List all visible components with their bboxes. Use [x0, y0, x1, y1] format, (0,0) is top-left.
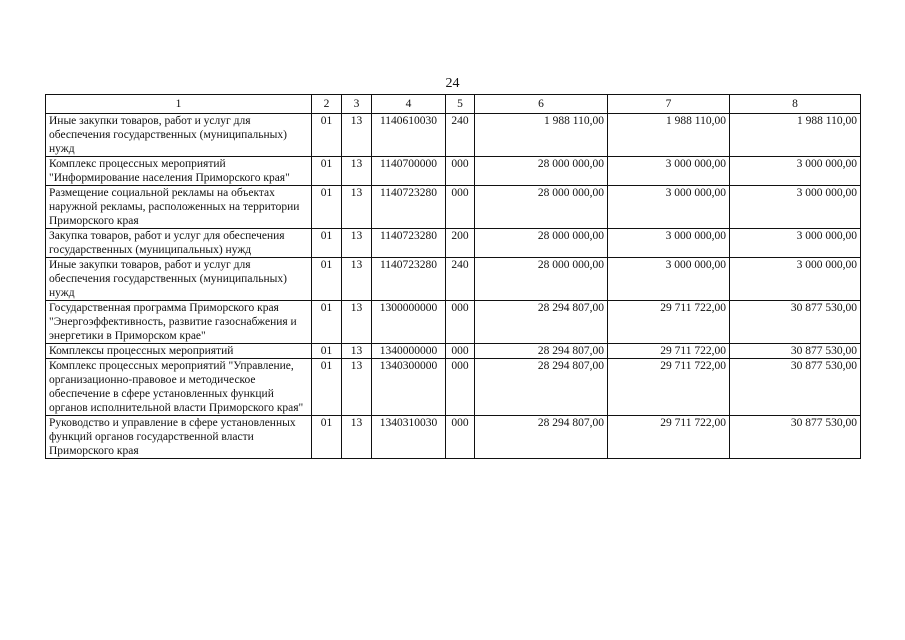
expense-name: Иные закупки товаров, работ и услуг для обеспечения государственных (муниципальных) нужд — [46, 114, 312, 157]
expense-type-code: 000 — [446, 416, 475, 459]
target-article-code: 1340300000 — [372, 359, 446, 416]
expense-name: Размещение социальной рекламы на объектах наружной рекламы, расположенных на территории Приморского края — [46, 186, 312, 229]
section-code: 01 — [312, 258, 342, 301]
amount-col-6: 28 000 000,00 — [475, 157, 608, 186]
table-row — [46, 186, 861, 229]
amount-col-8: 1 988 110,00 — [730, 114, 861, 157]
expense-type-code: 000 — [446, 359, 475, 416]
amount-col-6: 28 294 807,00 — [475, 359, 608, 416]
budget-table — [45, 94, 861, 459]
target-article-code: 1340000000 — [372, 344, 446, 359]
target-article-code: 1140610030 — [372, 114, 446, 157]
header-col-7: 7 — [608, 95, 730, 114]
amount-col-6: 1 988 110,00 — [475, 114, 608, 157]
table-header-row — [46, 95, 861, 114]
amount-col-7: 3 000 000,00 — [608, 229, 730, 258]
section-code: 01 — [312, 157, 342, 186]
header-col-3: 3 — [342, 95, 372, 114]
expense-name: Руководство и управление в сфере установленных функций органов государственной власти Приморского края — [46, 416, 312, 459]
subsection-code: 13 — [342, 157, 372, 186]
amount-col-6: 28 294 807,00 — [475, 344, 608, 359]
expense-type-code: 000 — [446, 344, 475, 359]
amount-col-8: 30 877 530,00 — [730, 344, 861, 359]
amount-col-6: 28 000 000,00 — [475, 186, 608, 229]
subsection-code: 13 — [342, 114, 372, 157]
subsection-code: 13 — [342, 229, 372, 258]
amount-col-7: 29 711 722,00 — [608, 301, 730, 344]
amount-col-6: 28 000 000,00 — [475, 229, 608, 258]
expense-type-code: 000 — [446, 301, 475, 344]
amount-col-8: 3 000 000,00 — [730, 229, 861, 258]
header-col-1: 1 — [46, 95, 312, 114]
section-code: 01 — [312, 344, 342, 359]
expense-type-code: 000 — [446, 157, 475, 186]
amount-col-8: 3 000 000,00 — [730, 258, 861, 301]
target-article-code: 1300000000 — [372, 301, 446, 344]
header-col-6: 6 — [475, 95, 608, 114]
header-col-2: 2 — [312, 95, 342, 114]
table-row — [46, 301, 861, 344]
subsection-code: 13 — [342, 301, 372, 344]
amount-col-7: 1 988 110,00 — [608, 114, 730, 157]
expense-name: Государственная программа Приморского края "Энергоэффективность, развитие газоснабжения и энергетики в Приморском крае" — [46, 301, 312, 344]
amount-col-6: 28 294 807,00 — [475, 301, 608, 344]
header-col-8: 8 — [730, 95, 861, 114]
section-code: 01 — [312, 114, 342, 157]
subsection-code: 13 — [342, 359, 372, 416]
expense-name: Комплекс процессных мероприятий "Управление, организационно-правовое и методическое обеспечение в сфере установленных функций органов исполнительной власти Приморского края" — [46, 359, 312, 416]
target-article-code: 1340310030 — [372, 416, 446, 459]
amount-col-6: 28 294 807,00 — [475, 416, 608, 459]
amount-col-7: 29 711 722,00 — [608, 416, 730, 459]
expense-name: Комплексы процессных мероприятий — [46, 344, 312, 359]
table-row — [46, 258, 861, 301]
amount-col-6: 28 000 000,00 — [475, 258, 608, 301]
table-row — [46, 359, 861, 416]
section-code: 01 — [312, 186, 342, 229]
amount-col-8: 30 877 530,00 — [730, 301, 861, 344]
subsection-code: 13 — [342, 186, 372, 229]
header-col-5: 5 — [446, 95, 475, 114]
expense-type-code: 240 — [446, 114, 475, 157]
amount-col-7: 3 000 000,00 — [608, 258, 730, 301]
section-code: 01 — [312, 416, 342, 459]
page-number: 24 — [445, 76, 460, 91]
amount-col-8: 3 000 000,00 — [730, 186, 861, 229]
table-row — [46, 114, 861, 157]
target-article-code: 1140723280 — [372, 186, 446, 229]
table-row — [46, 416, 861, 459]
table-row — [46, 344, 861, 359]
expense-name: Комплекс процессных мероприятий "Информирование населения Приморского края" — [46, 157, 312, 186]
amount-col-7: 3 000 000,00 — [608, 186, 730, 229]
subsection-code: 13 — [342, 416, 372, 459]
subsection-code: 13 — [342, 344, 372, 359]
table-row — [46, 157, 861, 186]
target-article-code: 1140723280 — [372, 258, 446, 301]
amount-col-7: 3 000 000,00 — [608, 157, 730, 186]
amount-col-7: 29 711 722,00 — [608, 344, 730, 359]
target-article-code: 1140700000 — [372, 157, 446, 186]
table-row — [46, 229, 861, 258]
section-code: 01 — [312, 301, 342, 344]
amount-col-8: 3 000 000,00 — [730, 157, 861, 186]
expense-name: Закупка товаров, работ и услуг для обеспечения государственных (муниципальных) нужд — [46, 229, 312, 258]
expense-type-code: 000 — [446, 186, 475, 229]
header-col-4: 4 — [372, 95, 446, 114]
amount-col-7: 29 711 722,00 — [608, 359, 730, 416]
expense-type-code: 240 — [446, 258, 475, 301]
section-code: 01 — [312, 229, 342, 258]
expense-type-code: 200 — [446, 229, 475, 258]
amount-col-8: 30 877 530,00 — [730, 416, 861, 459]
expense-name: Иные закупки товаров, работ и услуг для обеспечения государственных (муниципальных) нужд — [46, 258, 312, 301]
subsection-code: 13 — [342, 258, 372, 301]
section-code: 01 — [312, 359, 342, 416]
amount-col-8: 30 877 530,00 — [730, 359, 861, 416]
target-article-code: 1140723280 — [372, 229, 446, 258]
